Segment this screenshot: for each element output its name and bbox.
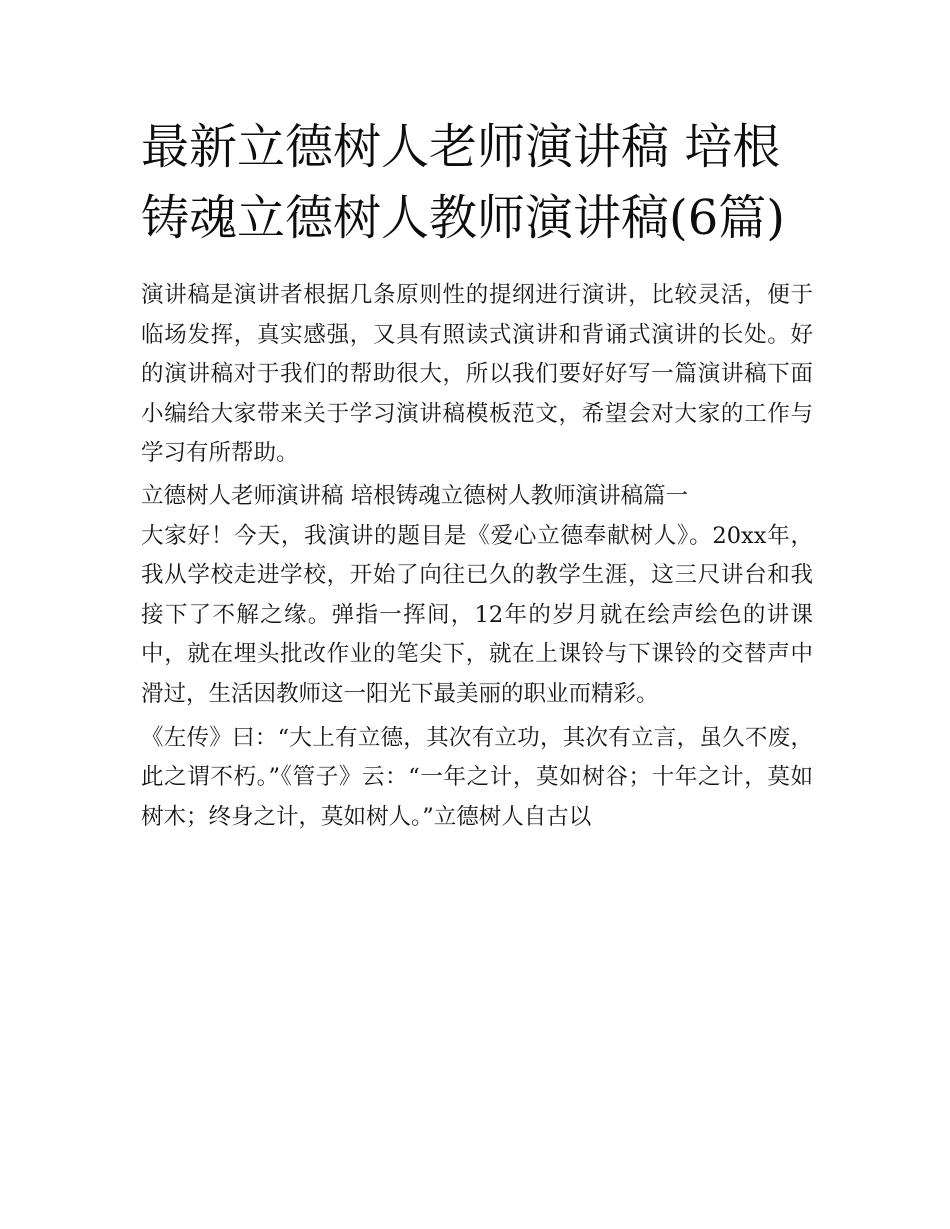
- classical-quote-paragraph: 《左传》曰：“大上有立德，其次有立功，其次有立言，虽久不废，此之谓不朽。”《管子》云：“一年之计，莫如树谷；十年之计，莫如树木；终身之计，莫如树人。”立德树人自古以: [141, 724, 813, 830]
- speech-opening-paragraph: 大家好！今天，我演讲的题目是《爱心立德奉献树人》。20xx年，我从学校走进学校，开始了向往已久的教学生涯，这三尺讲台和我接下了不解之缘。弹指一挥间，12年的岁月就在绘声绘色的讲课中，就在埋头批改作业的笔尖下，就在上课铃与下课铃的交替声中滑过，生活因教师这一阳光下最美丽的职业而精彩。: [141, 522, 813, 707]
- document-title: 最新立德树人老师演讲稿 培根铸魂立德树人教师演讲稿(6篇): [141, 119, 785, 246]
- intro-paragraph: 演讲稿是演讲者根据几条原则性的提纲进行演讲，比较灵活，便于临场发挥，真实感强，又具有照读式演讲和背诵式演讲的长处。好的演讲稿对于我们的帮助很大，所以我们要好好写一篇演讲稿下面小编给大家带来关于学习演讲稿模板范文，希望会对大家的工作与学习有所帮助。: [141, 282, 813, 467]
- section-heading: 立德树人老师演讲稿 培根铸魂立德树人教师演讲稿篇一: [141, 482, 689, 509]
- document-body: [141, 112, 813, 837]
